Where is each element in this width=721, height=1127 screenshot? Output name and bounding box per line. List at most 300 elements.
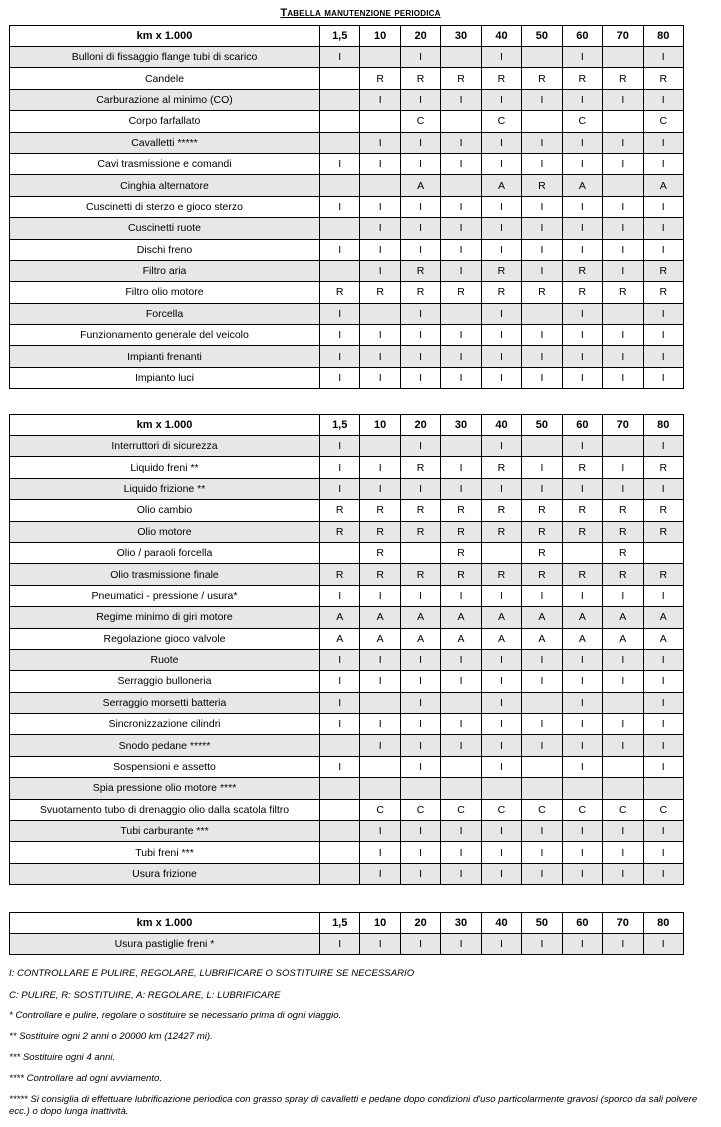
row-label: Cuscinetti ruote (10, 218, 320, 239)
interval-cell: R (400, 500, 440, 521)
interval-cell: I (441, 89, 481, 110)
interval-cell: I (522, 260, 562, 281)
interval-cell (320, 842, 360, 863)
interval-cell: I (441, 325, 481, 346)
interval-cell: I (320, 325, 360, 346)
table-row (10, 842, 684, 863)
interval-cell: R (400, 521, 440, 542)
interval-cell: I (522, 821, 562, 842)
interval-cell: C (400, 799, 440, 820)
interval-cell: I (400, 735, 440, 756)
header-km-cell: 60 (562, 26, 602, 47)
interval-cell: I (400, 367, 440, 388)
interval-cell (522, 47, 562, 68)
interval-cell: A (441, 607, 481, 628)
interval-cell: R (441, 521, 481, 542)
header-km-cell: 10 (360, 26, 400, 47)
interval-cell: R (320, 500, 360, 521)
row-label: Impianti frenanti (10, 346, 320, 367)
interval-cell (320, 89, 360, 110)
interval-cell (400, 542, 440, 563)
interval-cell: A (603, 607, 643, 628)
row-label: Funzionamento generale del veicolo (10, 325, 320, 346)
header-km-cell: 80 (643, 415, 684, 436)
interval-cell: I (441, 842, 481, 863)
interval-cell (320, 111, 360, 132)
interval-cell: R (562, 260, 602, 281)
row-label: Snodo pedane ***** (10, 735, 320, 756)
interval-cell: I (360, 239, 400, 260)
interval-cell: I (603, 218, 643, 239)
interval-cell: I (481, 821, 521, 842)
interval-cell (441, 47, 481, 68)
interval-cell: I (360, 842, 400, 863)
interval-cell: I (522, 457, 562, 478)
interval-cell: I (562, 714, 602, 735)
row-label: Spia pressione olio motore **** (10, 778, 320, 799)
interval-cell: I (481, 436, 521, 457)
interval-cell: I (603, 196, 643, 217)
table-row (10, 282, 684, 303)
header-km-cell: 20 (400, 415, 440, 436)
header-km-cell: 1,5 (320, 415, 360, 436)
header-km-cell: 80 (643, 913, 684, 934)
interval-cell (441, 303, 481, 324)
interval-cell: I (562, 436, 602, 457)
interval-cell: I (360, 735, 400, 756)
table-row (10, 692, 684, 713)
interval-cell: I (603, 89, 643, 110)
interval-cell (360, 175, 400, 196)
interval-cell (441, 756, 481, 777)
interval-cell: A (522, 628, 562, 649)
interval-cell: I (441, 196, 481, 217)
interval-cell: I (400, 47, 440, 68)
interval-cell: I (400, 671, 440, 692)
interval-cell: A (562, 607, 602, 628)
interval-cell: R (643, 500, 684, 521)
interval-cell: I (643, 756, 684, 777)
interval-cell: I (441, 671, 481, 692)
interval-cell (481, 778, 521, 799)
interval-cell (360, 436, 400, 457)
interval-cell: I (320, 756, 360, 777)
interval-cell: R (603, 500, 643, 521)
interval-cell: A (562, 175, 602, 196)
interval-cell: R (522, 564, 562, 585)
interval-cell: I (360, 585, 400, 606)
interval-cell (320, 132, 360, 153)
interval-cell: I (441, 239, 481, 260)
table-row (10, 564, 684, 585)
row-label: Dischi freno (10, 239, 320, 260)
interval-cell (400, 778, 440, 799)
interval-cell: I (400, 756, 440, 777)
interval-cell (441, 778, 481, 799)
row-label: Cuscinetti di sterzo e gioco sterzo (10, 196, 320, 217)
interval-cell: I (603, 478, 643, 499)
interval-cell: I (643, 132, 684, 153)
table-row (10, 153, 684, 174)
interval-cell: I (481, 132, 521, 153)
interval-cell: A (643, 175, 684, 196)
interval-cell: R (360, 542, 400, 563)
interval-cell: I (320, 346, 360, 367)
interval-cell: C (562, 799, 602, 820)
interval-cell: I (522, 239, 562, 260)
interval-cell (320, 175, 360, 196)
header-km-cell: 50 (522, 913, 562, 934)
interval-cell (522, 303, 562, 324)
interval-cell: I (320, 671, 360, 692)
interval-cell: I (360, 671, 400, 692)
interval-cell (603, 436, 643, 457)
interval-cell: R (441, 68, 481, 89)
row-label: Serraggio morsetti batteria (10, 692, 320, 713)
interval-cell: R (522, 282, 562, 303)
table-row (10, 239, 684, 260)
interval-cell (320, 260, 360, 281)
header-km-cell: 50 (522, 26, 562, 47)
interval-cell (320, 821, 360, 842)
legend-note-2: C: PULIRE, R: SOSTITUIRE, A: REGOLARE, L: LUBRIFICARE (9, 990, 281, 1001)
header-km-cell: 50 (522, 415, 562, 436)
row-label: Candele (10, 68, 320, 89)
header-km-cell: 30 (441, 26, 481, 47)
interval-cell: I (441, 132, 481, 153)
interval-cell: I (481, 153, 521, 174)
interval-cell: I (441, 821, 481, 842)
interval-cell: I (562, 346, 602, 367)
row-label: Carburazione al minimo (CO) (10, 89, 320, 110)
interval-cell: I (643, 239, 684, 260)
interval-cell: I (562, 239, 602, 260)
interval-cell: I (643, 436, 684, 457)
interval-cell: C (441, 799, 481, 820)
interval-cell: I (320, 934, 360, 955)
row-label: Sincronizzazione cilindri (10, 714, 320, 735)
row-label: Sospensioni e assetto (10, 756, 320, 777)
table-row (10, 47, 684, 68)
interval-cell: I (360, 714, 400, 735)
row-label: Cinghia alternatore (10, 175, 320, 196)
interval-cell: I (481, 218, 521, 239)
interval-cell: I (360, 863, 400, 884)
interval-cell: R (603, 564, 643, 585)
interval-cell: R (400, 68, 440, 89)
table-row (10, 260, 684, 281)
interval-cell: R (481, 68, 521, 89)
footnote-5: ***** Si consiglia di effettuare lubrificazione periodica con grasso spray di cavalletti e pedane dopo condizioni d'uso particolarmente gravosi (sporco da sali polvere ecc.) o dopo lunga inattività. (9, 1094, 698, 1117)
interval-cell: R (441, 542, 481, 563)
interval-cell: I (360, 649, 400, 670)
footnote-3: *** Sostituire ogni 4 anni. (9, 1052, 116, 1063)
table-row (10, 457, 684, 478)
interval-cell: I (562, 821, 602, 842)
row-label: Olio cambio (10, 500, 320, 521)
interval-cell (603, 756, 643, 777)
row-label: Impianto luci (10, 367, 320, 388)
interval-cell (360, 111, 400, 132)
table-row (10, 89, 684, 110)
interval-cell: I (400, 585, 440, 606)
footnote-2: ** Sostituire ogni 2 anni o 20000 km (12427 mi). (9, 1031, 213, 1042)
interval-cell (441, 175, 481, 196)
interval-cell: I (360, 196, 400, 217)
interval-cell: R (400, 457, 440, 478)
interval-cell: R (562, 500, 602, 521)
interval-cell: A (481, 607, 521, 628)
interval-cell: I (360, 934, 400, 955)
interval-cell: A (643, 628, 684, 649)
interval-cell: I (562, 735, 602, 756)
interval-cell: I (400, 303, 440, 324)
interval-cell: I (441, 457, 481, 478)
header-km-cell: 70 (603, 415, 643, 436)
interval-cell: I (320, 303, 360, 324)
row-label: Olio motore (10, 521, 320, 542)
interval-cell: I (603, 132, 643, 153)
interval-cell: I (360, 367, 400, 388)
interval-cell: I (320, 692, 360, 713)
header-km-cell: 80 (643, 26, 684, 47)
table-row (10, 863, 684, 884)
interval-cell (603, 47, 643, 68)
interval-cell: I (481, 863, 521, 884)
page-title: Tabella manutenzione periodica (280, 7, 441, 19)
interval-cell: I (320, 153, 360, 174)
row-label: Filtro olio motore (10, 282, 320, 303)
interval-cell: I (320, 47, 360, 68)
interval-cell: I (320, 714, 360, 735)
interval-cell: I (643, 153, 684, 174)
interval-cell: I (481, 649, 521, 670)
interval-cell: A (481, 175, 521, 196)
interval-cell: R (643, 521, 684, 542)
table-row (10, 649, 684, 670)
interval-cell: I (562, 325, 602, 346)
interval-cell: R (481, 521, 521, 542)
interval-cell: I (522, 714, 562, 735)
table-row (10, 346, 684, 367)
interval-cell: R (643, 68, 684, 89)
interval-cell: I (562, 649, 602, 670)
interval-cell: I (320, 457, 360, 478)
interval-cell: I (400, 218, 440, 239)
interval-cell (360, 778, 400, 799)
interval-cell (320, 799, 360, 820)
interval-cell: I (320, 649, 360, 670)
maintenance-table-2 (9, 414, 684, 885)
interval-cell: I (603, 842, 643, 863)
interval-cell: I (320, 196, 360, 217)
interval-cell: R (360, 521, 400, 542)
interval-cell: I (562, 756, 602, 777)
interval-cell: I (522, 89, 562, 110)
interval-cell: I (562, 153, 602, 174)
interval-cell: I (522, 325, 562, 346)
interval-cell: I (643, 585, 684, 606)
table-row (10, 521, 684, 542)
interval-cell: I (643, 714, 684, 735)
table-row (10, 799, 684, 820)
interval-cell (643, 542, 684, 563)
interval-cell: I (400, 132, 440, 153)
interval-cell: A (643, 607, 684, 628)
header-row (10, 26, 684, 47)
interval-cell: I (481, 367, 521, 388)
row-label: Olio trasmissione finale (10, 564, 320, 585)
interval-cell: I (481, 196, 521, 217)
interval-cell: I (643, 196, 684, 217)
interval-cell: I (400, 89, 440, 110)
interval-cell (522, 756, 562, 777)
table-row (10, 68, 684, 89)
table-row (10, 756, 684, 777)
interval-cell: I (603, 325, 643, 346)
interval-cell: I (481, 756, 521, 777)
interval-cell: I (360, 260, 400, 281)
interval-cell: I (481, 239, 521, 260)
interval-cell: A (400, 175, 440, 196)
interval-cell: I (522, 367, 562, 388)
interval-cell: I (481, 47, 521, 68)
table-row (10, 132, 684, 153)
row-label: Forcella (10, 303, 320, 324)
row-label: Regolazione gioco valvole (10, 628, 320, 649)
interval-cell: I (360, 325, 400, 346)
row-label: Svuotamento tubo di drenaggio olio dalla scatola filtro (10, 799, 320, 820)
interval-cell: R (562, 521, 602, 542)
interval-cell: I (400, 934, 440, 955)
interval-cell: I (320, 436, 360, 457)
interval-cell: C (522, 799, 562, 820)
interval-cell: I (441, 649, 481, 670)
interval-cell: I (643, 692, 684, 713)
interval-cell: I (603, 671, 643, 692)
interval-cell: I (603, 239, 643, 260)
interval-cell: I (522, 218, 562, 239)
row-label: Corpo farfallato (10, 111, 320, 132)
interval-cell: I (481, 89, 521, 110)
interval-cell: I (441, 714, 481, 735)
interval-cell: I (603, 863, 643, 884)
interval-cell (603, 692, 643, 713)
maintenance-table-1 (9, 25, 684, 389)
row-label: Liquido frizione ** (10, 478, 320, 499)
interval-cell (441, 692, 481, 713)
interval-cell: I (481, 346, 521, 367)
interval-cell: I (400, 842, 440, 863)
interval-cell: I (562, 863, 602, 884)
interval-cell: C (481, 111, 521, 132)
interval-cell: I (522, 153, 562, 174)
interval-cell: I (400, 325, 440, 346)
row-label: Cavalletti ***** (10, 132, 320, 153)
interval-cell: I (522, 671, 562, 692)
interval-cell: C (643, 111, 684, 132)
interval-cell: I (522, 478, 562, 499)
interval-cell: A (360, 607, 400, 628)
interval-cell (643, 778, 684, 799)
table-row (10, 671, 684, 692)
interval-cell: I (400, 478, 440, 499)
interval-cell: A (562, 628, 602, 649)
interval-cell (522, 111, 562, 132)
interval-cell: I (360, 218, 400, 239)
interval-cell: R (643, 457, 684, 478)
interval-cell (320, 218, 360, 239)
interval-cell: C (481, 799, 521, 820)
interval-cell (320, 863, 360, 884)
interval-cell: R (522, 500, 562, 521)
table-row (10, 585, 684, 606)
legend-note-1: I: CONTROLLARE E PULIRE, REGOLARE, LUBRIFICARE O SOSTITUIRE SE NECESSARIO (9, 968, 415, 979)
table-row (10, 478, 684, 499)
interval-cell: A (481, 628, 521, 649)
interval-cell: I (562, 367, 602, 388)
interval-cell: I (400, 346, 440, 367)
interval-cell: A (360, 628, 400, 649)
interval-cell: I (360, 478, 400, 499)
row-label: Tubi carburante *** (10, 821, 320, 842)
interval-cell: I (603, 260, 643, 281)
interval-cell: I (481, 478, 521, 499)
header-km-cell: 40 (481, 415, 521, 436)
footnote-4: **** Controllare ad ogni avviamento. (9, 1073, 163, 1084)
row-label: Bulloni di fissaggio flange tubi di scarico (10, 47, 320, 68)
header-km-cell: 1,5 (320, 26, 360, 47)
interval-cell: I (603, 346, 643, 367)
header-km-cell: 10 (360, 415, 400, 436)
interval-cell: I (562, 842, 602, 863)
interval-cell: I (441, 585, 481, 606)
interval-cell (320, 542, 360, 563)
interval-cell: I (562, 89, 602, 110)
interval-cell: I (360, 457, 400, 478)
interval-cell: I (643, 89, 684, 110)
interval-cell (603, 175, 643, 196)
interval-cell (320, 735, 360, 756)
header-row (10, 415, 684, 436)
interval-cell: A (603, 628, 643, 649)
interval-cell: I (643, 934, 684, 955)
interval-cell (562, 542, 602, 563)
interval-cell: R (441, 564, 481, 585)
interval-cell: R (603, 542, 643, 563)
table-row (10, 934, 684, 955)
interval-cell: R (481, 260, 521, 281)
interval-cell: I (400, 863, 440, 884)
interval-cell: I (441, 260, 481, 281)
interval-cell: I (643, 303, 684, 324)
interval-cell: I (400, 649, 440, 670)
table-row (10, 111, 684, 132)
row-label: Filtro aria (10, 260, 320, 281)
row-label: Usura pastiglie freni * (10, 934, 320, 955)
interval-cell: I (603, 934, 643, 955)
interval-cell: I (562, 303, 602, 324)
interval-cell: A (400, 628, 440, 649)
row-label: Pneumatici - pressione / usura* (10, 585, 320, 606)
interval-cell: R (522, 521, 562, 542)
interval-cell: C (643, 799, 684, 820)
interval-cell: I (481, 325, 521, 346)
row-label: Tubi freni *** (10, 842, 320, 863)
header-label: km x 1.000 (10, 415, 320, 436)
interval-cell (320, 68, 360, 89)
interval-cell: I (481, 735, 521, 756)
